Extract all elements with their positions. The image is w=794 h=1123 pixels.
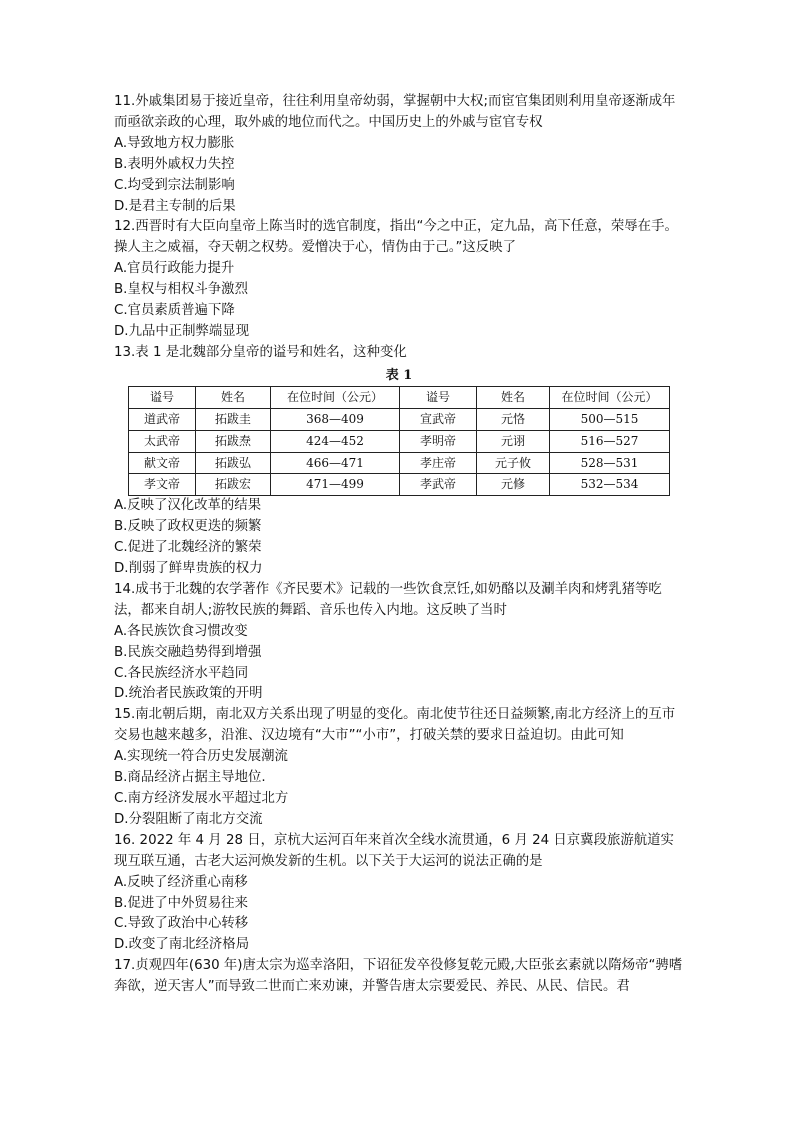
table-cell: 元诩 [477, 430, 550, 452]
question-14-option-a[interactable]: A.各民族饮食习惯改变 [114, 623, 248, 639]
question-14-option-d[interactable]: D.统治者民族政策的开明 [114, 686, 263, 702]
table-header-cell: 谥号 [400, 386, 477, 408]
question-15-stem: 15.南北朝后期，南北双方关系出现了明显的变化。南北使节往还日益频繁,南北方经济上的互市交易也越来越多，沿淮、汉边境有“大市”“小市”，打破关禁的要求日益迫切。由此可知 [114, 707, 676, 744]
table-cell: 拓跋宏 [196, 474, 271, 496]
question-16-option-a[interactable]: A.反映了经济重心南移 [114, 874, 248, 890]
table-cell: 元子攸 [477, 452, 550, 474]
question-15-option-d[interactable]: D.分裂阻断了南北方交流 [114, 811, 263, 827]
table-cell: 466—471 [271, 452, 400, 474]
question-15-option-c[interactable]: C.南方经济发展水平超过北方 [114, 791, 289, 806]
table-cell: 拓跋圭 [196, 408, 271, 430]
emperor-table [128, 386, 670, 497]
question-11-option-b[interactable]: B.表明外戚权力失控 [114, 156, 235, 172]
question-12-option-b[interactable]: B.皇权与相权斗争激烈 [114, 282, 248, 298]
table-header-cell: 在位时间（公元） [271, 386, 400, 408]
table-cell: 500—515 [550, 408, 670, 430]
table-header-cell: 在位时间（公元） [550, 386, 670, 408]
question-17-stem: 17.贞观四年(630 年)唐太宗为巡幸洛阳，下诏征发卒役修复乾元殿,大臣张玄素就以隋炀帝“骋嗜奔欲，逆天害人”而导致二世而亡来劝谏，并警告唐太宗要爱民、养民、从民、信民。君 [114, 958, 683, 995]
table-cell: 拓跋焘 [196, 430, 271, 452]
table-header-cell: 谥号 [129, 386, 196, 408]
question-11-option-c[interactable]: C.均受到宗法制影响 [114, 177, 235, 193]
question-13-option-d[interactable]: D.削弱了鲜卑贵族的权力 [114, 561, 263, 577]
question-15-option-a[interactable]: A.实现统一符合历史发展潮流 [114, 749, 288, 765]
table-cell: 516—527 [550, 430, 670, 452]
question-14-stem: 14.成书于北魏的农学著作《齐民要术》记载的一些饮食烹饪,如奶酪以及涮羊肉和烤乳猪等吃法，都来自胡人;游牧民族的舞蹈、音乐也传入内地。这反映了当时 [114, 581, 662, 618]
question-14-option-b[interactable]: B.民族交融趋势得到增强 [114, 644, 262, 660]
table-cell: 532—534 [550, 474, 670, 496]
table-header-row [129, 386, 670, 408]
table-cell: 孝明帝 [400, 430, 477, 452]
question-11-option-d[interactable]: D.是君主专制的后果 [114, 198, 236, 214]
table-cell: 孝文帝 [129, 474, 196, 496]
table-cell: 元恪 [477, 408, 550, 430]
table-cell: 孝庄帝 [400, 452, 477, 474]
table-cell: 宣武帝 [400, 408, 477, 430]
table-cell: 献文帝 [129, 452, 196, 474]
table-row [129, 474, 670, 496]
question-16-stem: 16. 2022 年 4 月 28 日，京杭大运河百年来首次全线水流贯通，6 月 24 日京冀段旅游航道实现互联互通，古老大运河焕发新的生机。以下关于大运河的说法正确的是 [114, 832, 674, 869]
table-caption: 表 1 [385, 367, 413, 383]
table-row [129, 430, 670, 452]
table-cell: 孝武帝 [400, 474, 477, 496]
table-header-cell: 姓名 [477, 386, 550, 408]
table-cell: 拓跋弘 [196, 452, 271, 474]
question-16-option-d[interactable]: D.改变了南北经济格局 [114, 937, 250, 953]
table-row [129, 452, 670, 474]
question-11-stem: 11.外戚集团易于接近皇帝，往往利用皇帝幼弱，掌握朝中大权;而宦官集团则利用皇帝逐渐成年而亟欲亲政的心理，取外戚的地位而代之。中国历史上的外戚与宦官专权 [114, 94, 676, 130]
question-13-option-a[interactable]: A.反映了汉化改革的结果 [114, 498, 262, 514]
table-cell: 道武帝 [129, 408, 196, 430]
table-cell: 471—499 [271, 474, 400, 496]
table-cell: 368—409 [271, 408, 400, 430]
table-header-cell: 姓名 [196, 386, 271, 408]
table-row [129, 408, 670, 430]
question-13-option-c[interactable]: C.促进了北魏经济的繁荣 [114, 540, 262, 556]
question-12-option-d[interactable]: D.九品中正制弊端显现 [114, 323, 250, 339]
question-14-option-c[interactable]: C.各民族经济水平趋同 [114, 665, 249, 681]
question-16-option-c[interactable]: C.导致了政治中心转移 [114, 916, 249, 932]
table-cell: 528—531 [550, 452, 670, 474]
question-15-option-b[interactable]: B.商品经济占据主导地位. [114, 770, 266, 786]
table-cell: 元修 [477, 474, 550, 496]
question-12-stem: 12.西晋时有大臣向皇帝上陈当时的选官制度，指出“今之中正，定九品，高下任意，荣辱在手。操人主之威福，夺天朝之权势。爱憎决于心，情伪由于己。”这反映了 [114, 219, 678, 256]
question-12-option-a[interactable]: A.官员行政能力提升 [114, 261, 235, 277]
question-11-option-a[interactable]: A.导致地方权力膨胀 [114, 135, 235, 151]
question-13-stem: 13.表 1 是北魏部分皇帝的谥号和姓名，这种变化 [114, 344, 407, 360]
question-list [114, 92, 684, 998]
table-cell: 太武帝 [129, 430, 196, 452]
table-cell: 424—452 [271, 430, 400, 452]
question-16-option-b[interactable]: B.促进了中外贸易往来 [114, 895, 248, 911]
question-12-option-c[interactable]: C.官员素质普遍下降 [114, 303, 235, 319]
question-13-option-b[interactable]: B.反映了政权更迭的频繁 [114, 519, 262, 535]
